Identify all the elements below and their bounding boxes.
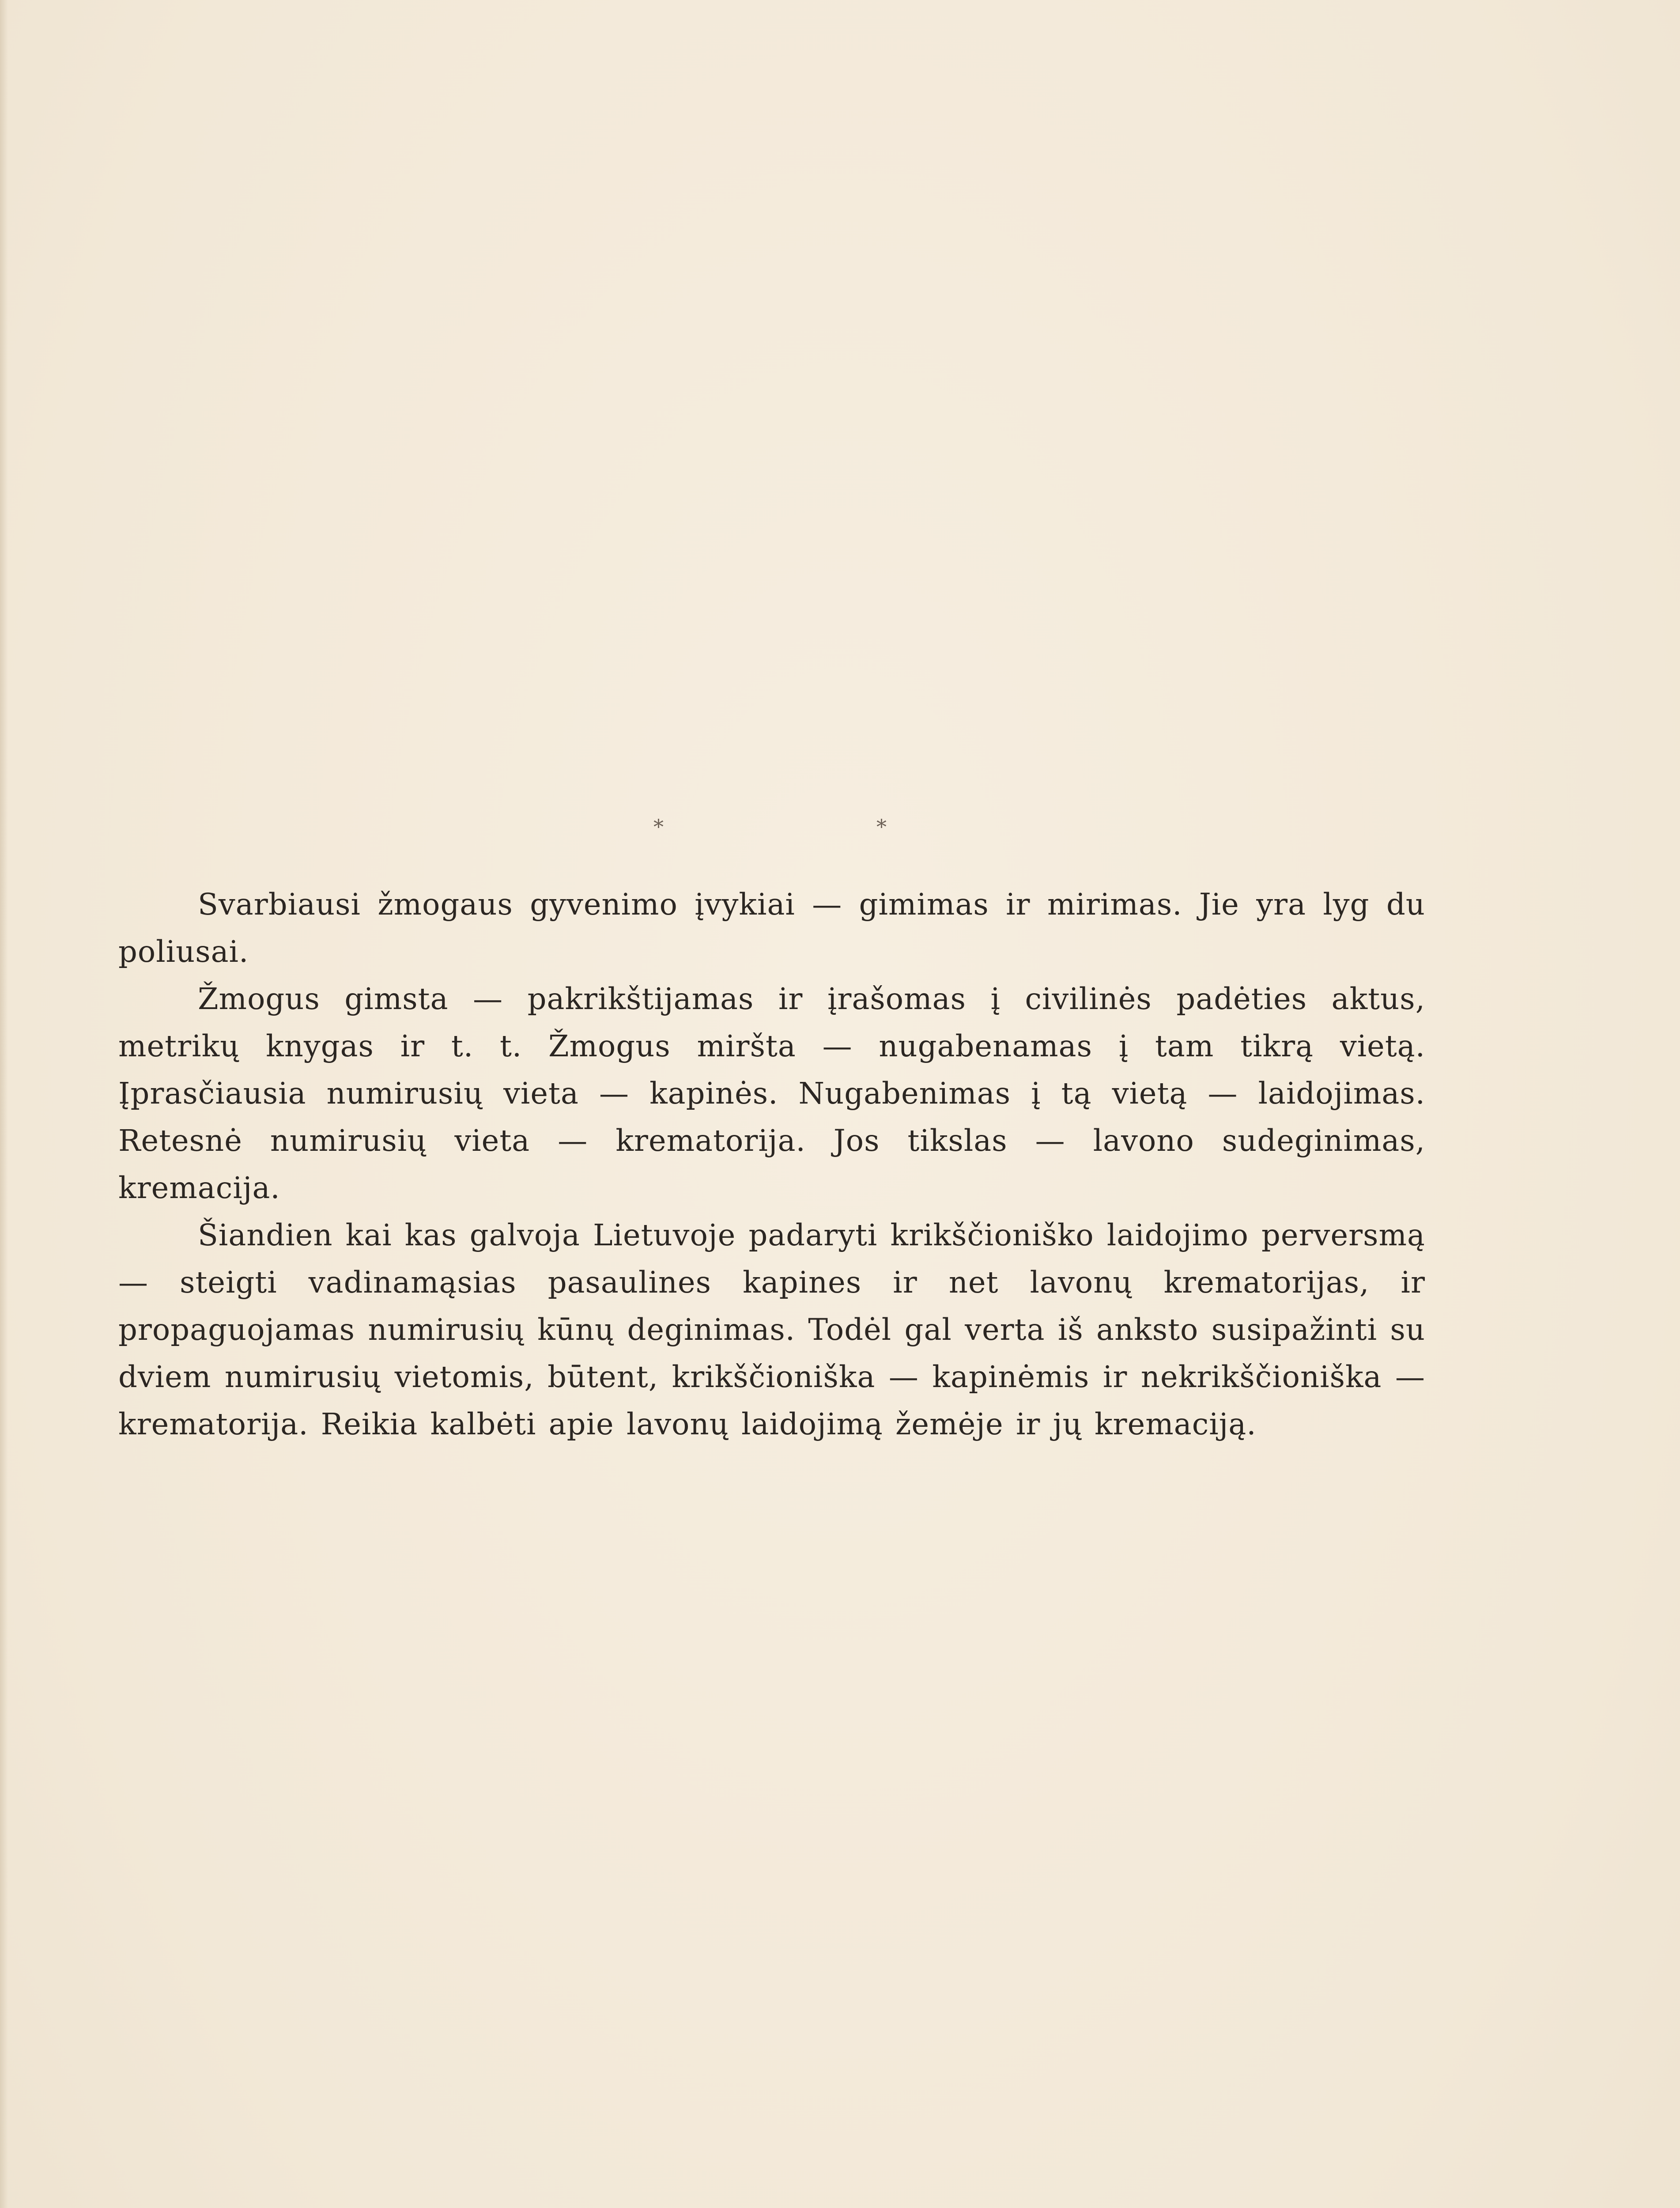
paragraph-1: Svarbiausi žmogaus gyvenimo įvykiai — gimimas ir mirimas. Jie yra lyg du poliusai. xyxy=(118,887,1425,969)
page-binding-edge xyxy=(0,0,8,2208)
paragraph-2: Žmogus gimsta — pakrikštijamas ir įrašomas į civilinės padėties aktus, metrikų knygas ir t. t. Žmogus miršta — nugabenamas į tam tikrą vietą. Įprasčiausia numirusių vieta — kapinės. Nugabenimas į tą vietą — laidojimas. Retesnė numirusių vieta — krematorija. Jos tikslas — lavono sudeginimas, kremacija. xyxy=(118,982,1425,1205)
paragraph-3: Šiandien kai kas galvoja Lietuvoje padaryti krikščioniško laidojimo perversmą — steigti vadinamąsias pasaulines kapines ir net lavonų krematorijas, ir propaguojamas numirusių kūnų deginimas. Todėl gal verta iš anksto susipažinti su dviem numirusių vietomis, būtent, krikščioniška — kapinėmis ir nekrikščioniška — krematorija. Reikia kalbėti apie lavonų laidojimą žemėje ir jų kremaciją. xyxy=(118,1218,1425,1441)
asterisk-ornament-right: * xyxy=(876,815,887,839)
body-text xyxy=(118,881,1425,1448)
section-ornament xyxy=(0,815,1680,841)
asterisk-ornament-left: * xyxy=(653,815,664,839)
